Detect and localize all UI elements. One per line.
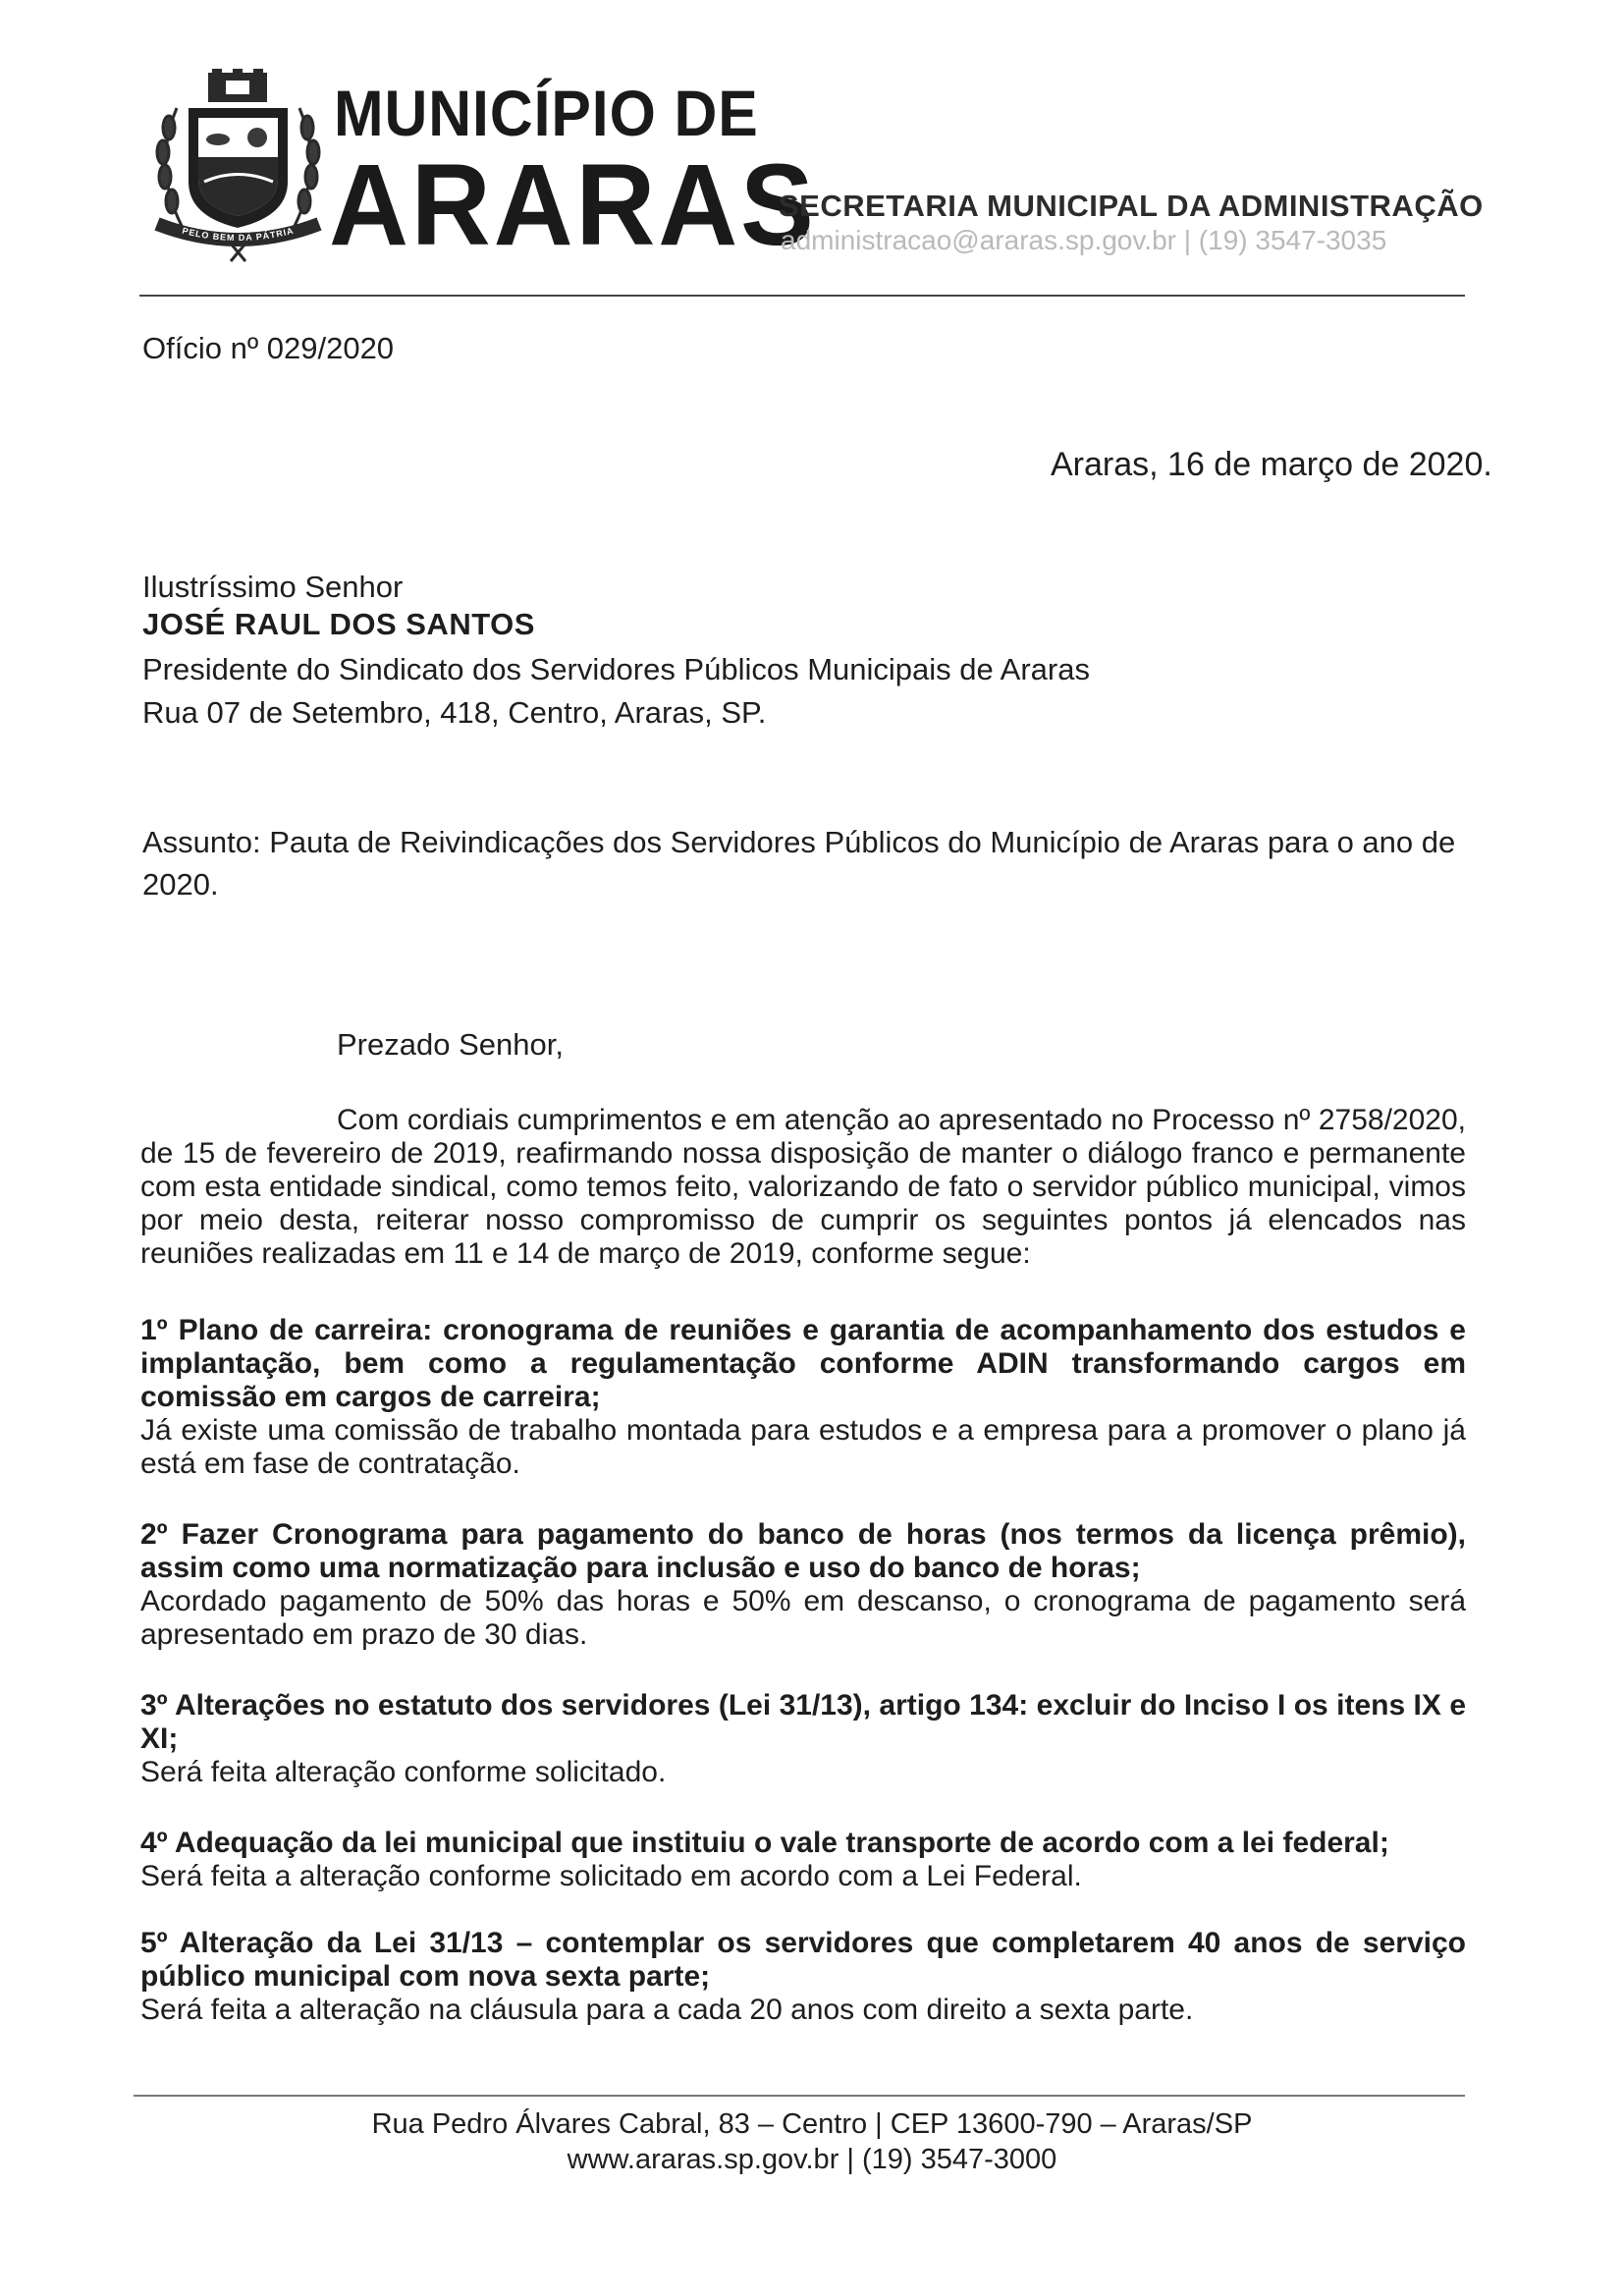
greeting: Prezado Senhor, (337, 1027, 564, 1062)
intro-paragraph: Com cordiais cumprimentos e em atenção ao apresentado no Processo nº 2758/2020, de 15 de fevereiro de 2019, reafirmando nossa disposição de manter o diálogo franco e permanente com esta entidade sindical, como temos feito, valorizando de fato o servidor público municipal, vimos por meio desta, reiterar nosso compromisso de cumprir os seguintes pontos já elencados nas reuniões realizadas em 11 e 14 de março de 2019, conforme segue: (140, 1104, 1466, 1270)
recipient-name: JOSÉ RAUL DOS SANTOS (142, 607, 535, 641)
agenda-item (140, 1314, 1466, 1481)
agenda-item (140, 1927, 1466, 2027)
recipient-address: Rua 07 de Setembro, 418, Centro, Araras, SP. (142, 695, 767, 730)
footer-address: Rua Pedro Álvares Cabral, 83 – Centro | CEP 13600-790 – Araras/SP (371, 2108, 1253, 2140)
agenda-item (140, 1689, 1466, 1789)
letter-date: Araras, 16 de março de 2020. (1051, 446, 1492, 483)
agenda-item-title: 1º Plano de carreira: cronograma de reuniões e garantia de acompanhamento dos estudos e implantação, bem como a regulamentação conforme ADIN transformando cargos em comissão em cargos de carreira; (140, 1314, 1466, 1413)
svg-text:PELO BEM DA PÁTRIA: PELO BEM DA PÁTRIA (181, 225, 296, 244)
agenda-item-response: Será feita a alteração na cláusula para a cada 20 anos com direito a sexta parte. (140, 1994, 1194, 2026)
salutation: Ilustríssimo Senhor (142, 570, 404, 604)
logo-municipio-de: MUNICÍPIO DE (334, 77, 759, 149)
agenda-item-response: Acordado pagamento de 50% das horas e 50% em descanso, o cronograma de pagamento será apresentado em prazo de 30 dias. (140, 1585, 1466, 1651)
recipient-title: Presidente do Sindicato dos Servidores Públicos Municipais de Araras (142, 652, 1090, 686)
agenda-item-title: 5º Alteração da Lei 31/13 – contemplar os servidores que completarem 40 anos de serviço público municipal com nova sexta parte; (140, 1927, 1466, 1993)
letter-subject: Assunto: Pauta de Reivindicações dos Servidores Públicos do Município de Araras para o ano de 2020. (142, 825, 1456, 902)
agenda-item (140, 1518, 1466, 1652)
agenda-item-response: Será feita alteração conforme solicitado. (140, 1756, 667, 1788)
letter-number: Ofício nº 029/2020 (142, 331, 395, 365)
agenda-item-title: 2º Fazer Cronograma para pagamento do banco de horas (nos termos da licença prêmio), assim como uma normatização para inclusão e uso do banco de horas; (140, 1518, 1466, 1584)
agenda-item-title: 3º Alterações no estatuto dos servidores (Lei 31/13), artigo 134: excluir do Inciso I os itens IX e XI; (140, 1689, 1466, 1755)
footer-divider (134, 2095, 1465, 2097)
department-name: SECRETARIA MUNICIPAL DA ADMINISTRAÇÃO (779, 189, 1484, 223)
agenda-item-title: 4º Adequação da lei municipal que instituiu o vale transporte de acordo com a lei federal; (140, 1827, 1389, 1859)
footer-contact: www.araras.sp.gov.br | (19) 3547-3000 (567, 2144, 1057, 2175)
header-divider (139, 295, 1465, 297)
logo-araras: ARARAS (329, 140, 817, 270)
municipal-coat-of-arms (147, 69, 329, 265)
agenda-item-response: Será feita a alteração conforme solicitado em acordo com a Lei Federal. (140, 1860, 1082, 1892)
agenda-item-response: Já existe uma comissão de trabalho montada para estudos e a empresa para a promover o plano já está em fase de contratação. (140, 1414, 1466, 1480)
agenda-item (140, 1827, 1466, 1893)
department-contact: administracao@araras.sp.gov.br | (19) 3547-3035 (781, 225, 1387, 255)
